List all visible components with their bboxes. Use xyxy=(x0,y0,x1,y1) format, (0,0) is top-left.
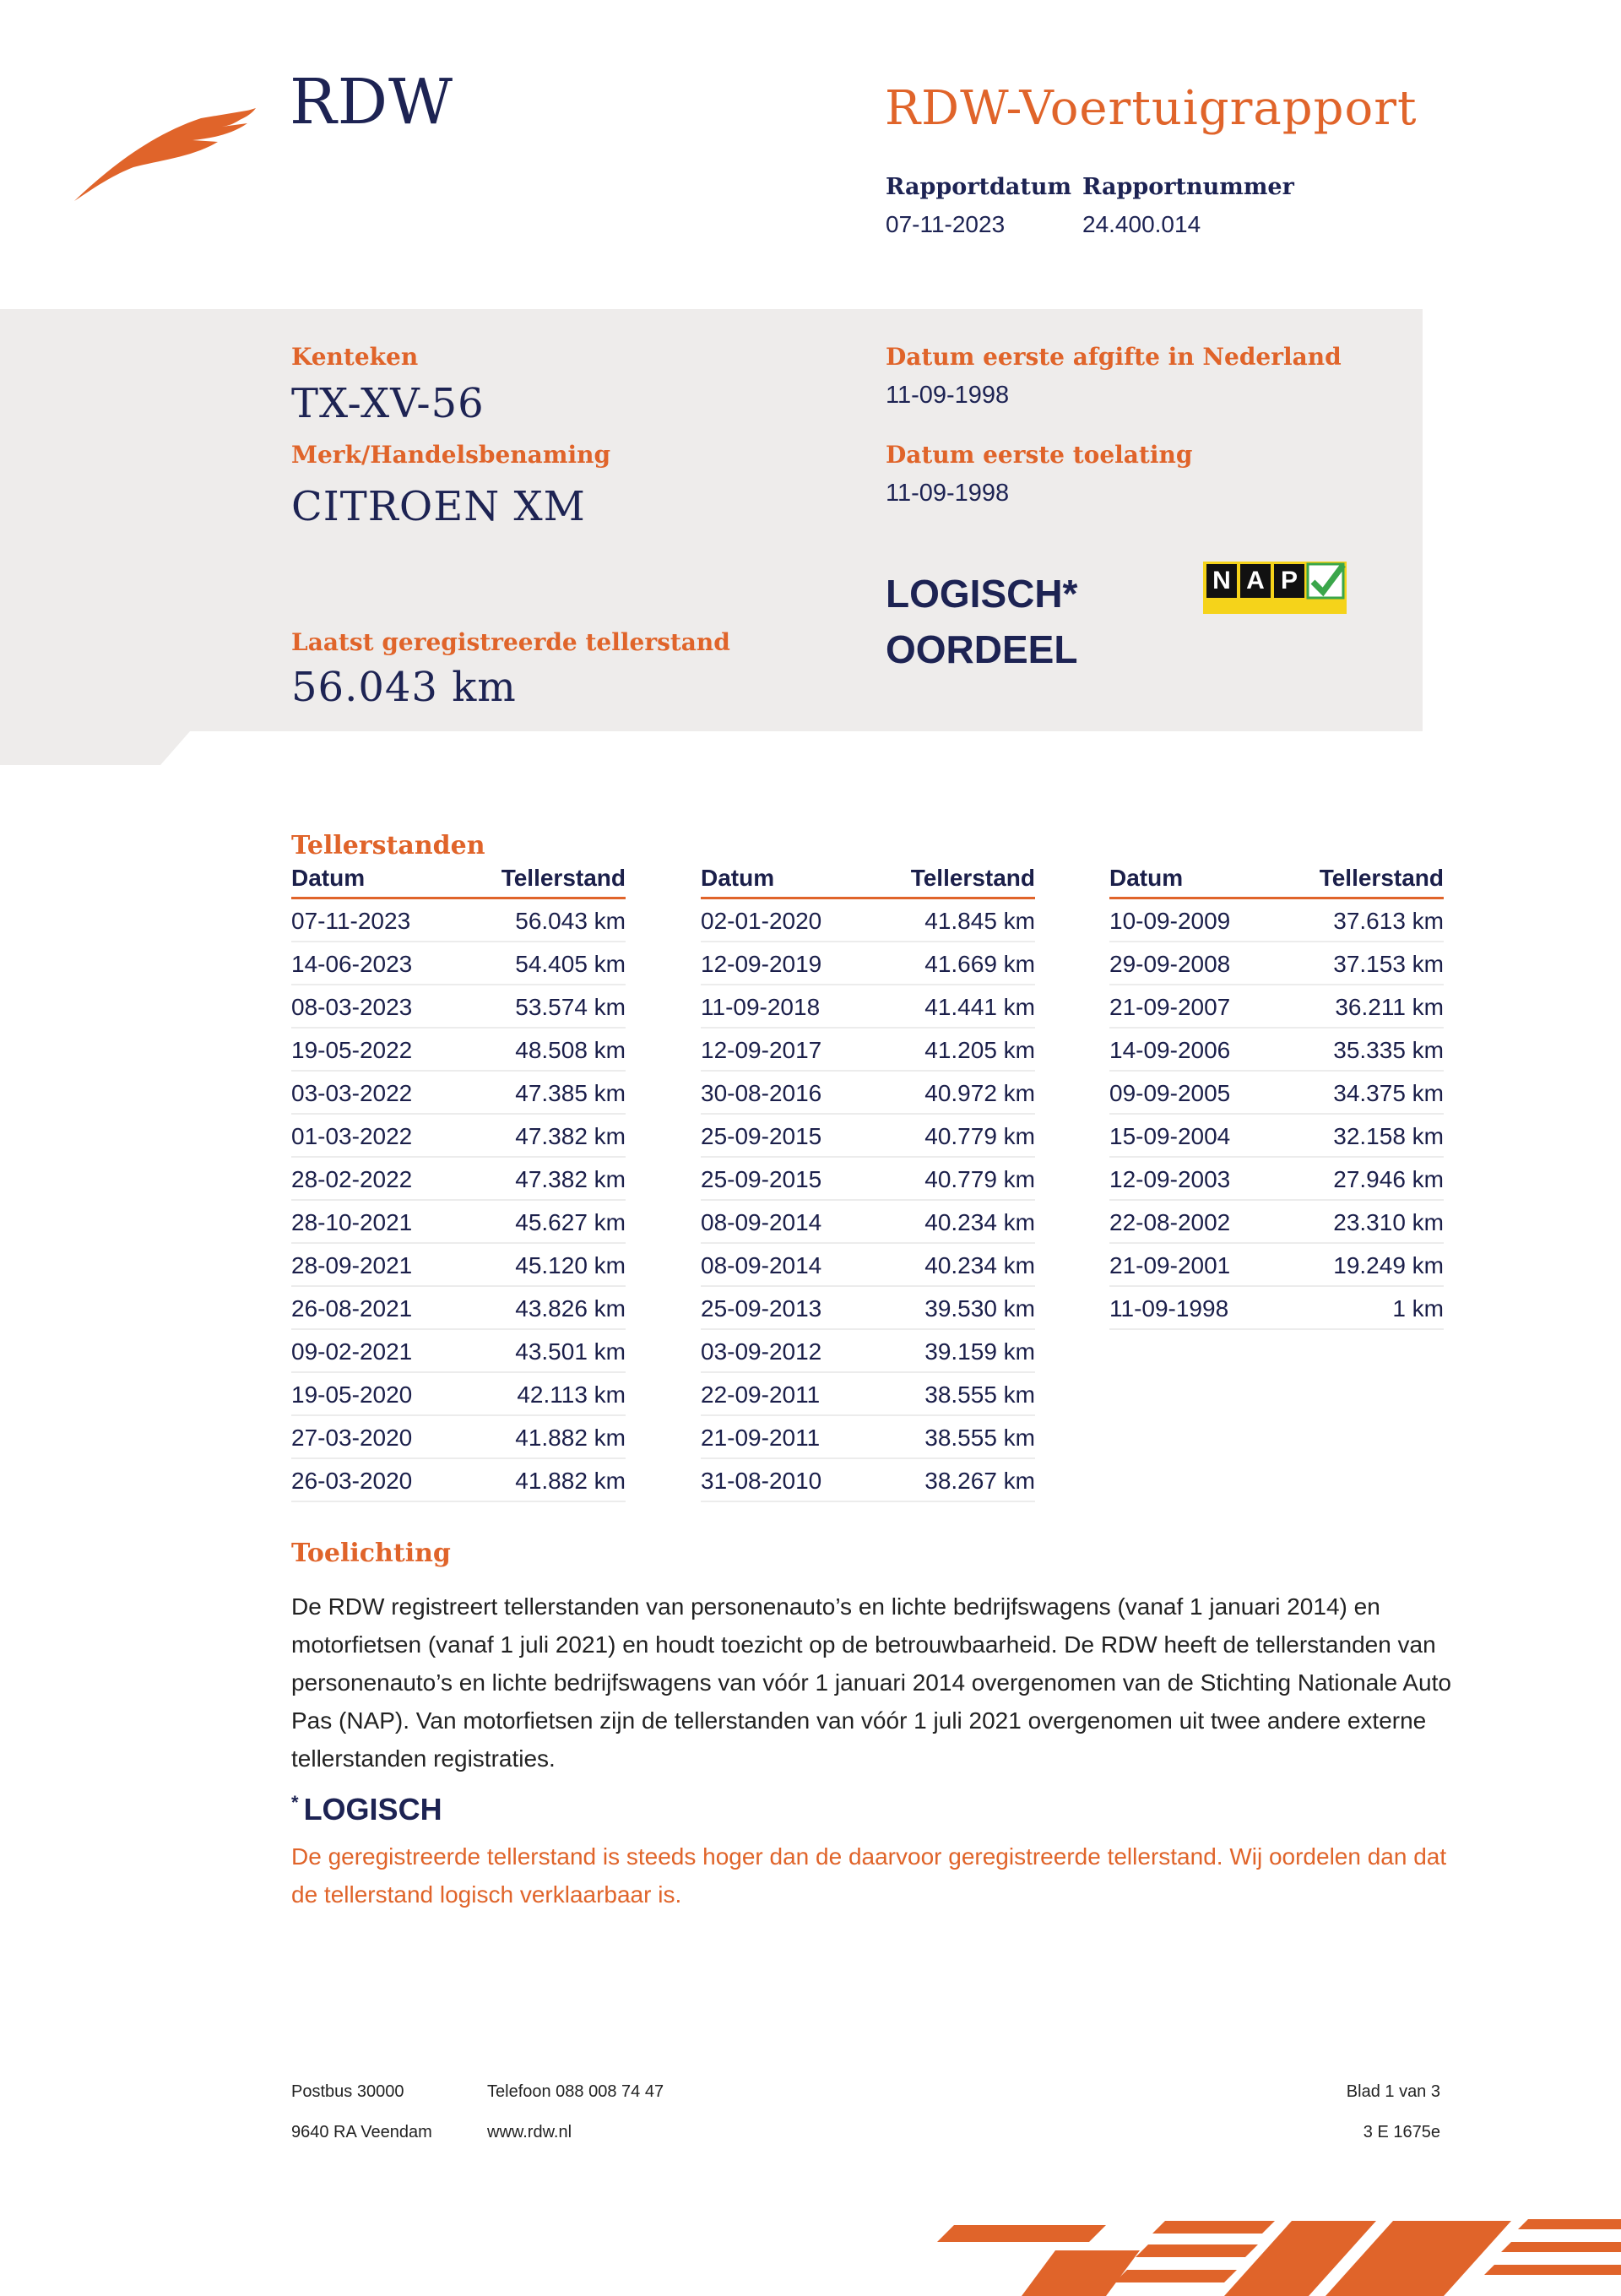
report-title: RDW-Voertuigrapport xyxy=(885,81,1418,136)
row-odometer-value: 40.234 km xyxy=(924,1209,1035,1235)
table-row xyxy=(291,1459,626,1502)
check-icon xyxy=(1306,562,1347,604)
row-date: 03-03-2022 xyxy=(291,1080,413,1106)
first-admission-value: 11-09-1998 xyxy=(886,480,1010,507)
row-date: 12-09-2003 xyxy=(1109,1166,1231,1192)
row-date: 26-03-2020 xyxy=(291,1468,413,1494)
table-row xyxy=(291,1373,626,1416)
table-row xyxy=(701,1330,1035,1373)
table-row xyxy=(1109,1072,1444,1115)
row-odometer-value: 56.043 km xyxy=(515,908,626,934)
table-row xyxy=(291,1158,626,1201)
footer-phone: Telefoon 088 008 74 47 xyxy=(487,2082,664,2101)
nap-letter-p: P xyxy=(1274,564,1304,598)
verdict-line1: LOGISCH* xyxy=(886,572,1078,616)
last-odometer-value: 56.043 km xyxy=(291,664,517,711)
row-date: 08-09-2014 xyxy=(701,1252,822,1278)
table-row xyxy=(701,942,1035,985)
table-row xyxy=(701,899,1035,942)
odometer-table-header xyxy=(701,865,1035,899)
row-date: 15-09-2004 xyxy=(1109,1123,1231,1149)
row-date: 09-02-2021 xyxy=(291,1338,413,1365)
panel-notch xyxy=(0,731,194,765)
nap-badge xyxy=(1203,562,1347,614)
odometer-table-header xyxy=(1109,865,1444,899)
table-row xyxy=(291,899,626,942)
footer-city: 9640 RA Veendam xyxy=(291,2123,432,2141)
report-date-label: Rapportdatum xyxy=(886,174,1072,200)
report-date: 07-11-2023 xyxy=(886,211,1006,237)
nap-letter-a: A xyxy=(1240,564,1271,598)
odometer-table-header xyxy=(291,865,626,899)
row-date: 28-09-2021 xyxy=(291,1252,413,1278)
row-odometer-value: 27.946 km xyxy=(1333,1166,1444,1192)
row-odometer-value: 43.826 km xyxy=(515,1295,626,1322)
rdw-logo-icon xyxy=(74,101,268,211)
make-value: CITROEN XM xyxy=(291,483,586,530)
row-odometer-value: 40.779 km xyxy=(924,1123,1035,1149)
row-odometer-value: 41.669 km xyxy=(924,951,1035,977)
table-row xyxy=(701,985,1035,1029)
row-date: 11-09-2018 xyxy=(701,994,821,1020)
table-row xyxy=(291,942,626,985)
table-row xyxy=(1109,1115,1444,1158)
table-row xyxy=(1109,985,1444,1029)
row-odometer-value: 40.972 km xyxy=(924,1080,1035,1106)
make-label: Merk/Handelsbenaming xyxy=(291,441,611,469)
table-row xyxy=(701,1244,1035,1287)
row-odometer-value: 47.382 km xyxy=(515,1123,626,1149)
table-row xyxy=(701,1115,1035,1158)
table-row xyxy=(701,1158,1035,1201)
row-odometer-value: 40.234 km xyxy=(924,1252,1035,1278)
row-odometer-value: 32.158 km xyxy=(1333,1123,1444,1149)
table-row xyxy=(701,1072,1035,1115)
row-date: 27-03-2020 xyxy=(291,1425,413,1451)
row-date: 25-09-2015 xyxy=(701,1123,822,1149)
column-header-date: Datum xyxy=(1109,865,1184,891)
footer-code: 3 E 1675e xyxy=(1363,2123,1440,2141)
last-odometer-label: Laatst geregistreerde tellerstand xyxy=(291,628,730,656)
row-date: 26-08-2021 xyxy=(291,1295,413,1322)
table-row xyxy=(291,1287,626,1330)
row-date: 19-05-2020 xyxy=(291,1381,413,1408)
table-row xyxy=(701,1029,1035,1072)
column-header-value: Tellerstand xyxy=(910,865,1035,891)
row-date: 02-01-2020 xyxy=(701,908,822,934)
row-odometer-value: 38.555 km xyxy=(924,1381,1035,1408)
row-odometer-value: 38.267 km xyxy=(924,1468,1035,1494)
explanation-title: Toelichting xyxy=(291,1539,451,1568)
column-header-value: Tellerstand xyxy=(501,865,626,891)
table-row xyxy=(1109,899,1444,942)
row-odometer-value: 41.845 km xyxy=(924,908,1035,934)
plate-value: TX-XV-56 xyxy=(291,380,485,427)
row-odometer-value: 37.153 km xyxy=(1333,951,1444,977)
row-odometer-value: 35.335 km xyxy=(1333,1037,1444,1063)
row-date: 08-09-2014 xyxy=(701,1209,822,1235)
row-date: 30-08-2016 xyxy=(701,1080,822,1106)
footer-stripes-icon xyxy=(920,2204,1621,2296)
table-row xyxy=(701,1459,1035,1502)
rdw-logo-text: RDW xyxy=(290,66,454,138)
logisch-body: De geregistreerde tellerstand is steeds hoger dan de daarvoor geregistreerde tellerstand. Wij oordelen dan dat de tellerstand logisch verklaarbaar is. xyxy=(291,1843,1447,1908)
table-row xyxy=(701,1201,1035,1244)
row-odometer-value: 47.382 km xyxy=(515,1166,626,1192)
nap-letter-n: N xyxy=(1206,564,1237,598)
row-date: 10-09-2009 xyxy=(1109,908,1231,934)
table-row xyxy=(291,1201,626,1244)
row-odometer-value: 34.375 km xyxy=(1333,1080,1444,1106)
first-admission-label: Datum eerste toelating xyxy=(886,441,1193,469)
row-date: 14-09-2006 xyxy=(1109,1037,1231,1063)
table-row xyxy=(291,1244,626,1287)
logisch-title: LOGISCH xyxy=(303,1792,442,1826)
row-date: 19-05-2022 xyxy=(291,1037,413,1063)
table-row xyxy=(291,985,626,1029)
row-odometer-value: 38.555 km xyxy=(924,1425,1035,1451)
verdict-line2: OORDEEL xyxy=(886,627,1078,671)
table-row xyxy=(291,1072,626,1115)
table-row xyxy=(1109,1244,1444,1287)
row-odometer-value: 47.385 km xyxy=(515,1080,626,1106)
row-date: 12-09-2019 xyxy=(701,951,822,977)
row-date: 21-09-2007 xyxy=(1109,994,1231,1020)
odometer-table-3 xyxy=(1109,865,1444,1330)
logisch-star: * xyxy=(291,1792,299,1813)
row-odometer-value: 48.508 km xyxy=(515,1037,626,1063)
odometer-table-1 xyxy=(291,865,626,1502)
column-header-value: Tellerstand xyxy=(1319,865,1444,891)
row-date: 01-03-2022 xyxy=(291,1123,413,1149)
table-row xyxy=(701,1416,1035,1459)
first-nl-value: 11-09-1998 xyxy=(886,382,1010,409)
logisch-heading xyxy=(291,1792,442,1827)
table-row xyxy=(701,1287,1035,1330)
row-date: 07-11-2023 xyxy=(291,908,411,934)
vehicle-panel xyxy=(0,309,1423,731)
table-row xyxy=(291,1029,626,1072)
odometer-section-title: Tellerstanden xyxy=(291,831,485,860)
table-row xyxy=(1109,1029,1444,1072)
row-odometer-value: 39.159 km xyxy=(924,1338,1035,1365)
row-odometer-value: 53.574 km xyxy=(515,994,626,1020)
report-number: 24.400.014 xyxy=(1082,211,1201,237)
odometer-table-2 xyxy=(701,865,1035,1502)
table-row xyxy=(1109,1201,1444,1244)
table-row xyxy=(1109,1158,1444,1201)
row-odometer-value: 45.120 km xyxy=(515,1252,626,1278)
report-number-label: Rapportnummer xyxy=(1082,174,1294,200)
explanation-body: De RDW registreert tellerstanden van personenauto’s en lichte bedrijfswagens (vanaf 1 januari 2014) en motorfietsen (vanaf 1 juli 2021) en houdt toezicht op de betrouwbaarheid. De RDW heeft de tellerstanden van personenauto’s en lichte bedrijfswagens van vóór 1 januari 2014 overgenomen van de Stichting Nationale Auto Pas (NAP). Van motorfietsen zijn de tellerstanden van vóór 1 juli 2021 overgenomen uit twee andere externe tellerstanden registraties. xyxy=(291,1593,1451,1772)
row-odometer-value: 1 km xyxy=(1392,1295,1444,1322)
row-odometer-value: 42.113 km xyxy=(517,1381,626,1408)
row-odometer-value: 37.613 km xyxy=(1333,908,1444,934)
footer-page: Blad 1 van 3 xyxy=(1346,2082,1440,2101)
row-date: 22-08-2002 xyxy=(1109,1209,1231,1235)
table-row xyxy=(291,1115,626,1158)
table-row xyxy=(291,1416,626,1459)
row-odometer-value: 54.405 km xyxy=(515,951,626,977)
row-date: 25-09-2015 xyxy=(701,1166,822,1192)
row-odometer-value: 23.310 km xyxy=(1333,1209,1444,1235)
row-date: 28-10-2021 xyxy=(291,1209,413,1235)
row-odometer-value: 41.882 km xyxy=(515,1468,626,1494)
table-row xyxy=(701,1373,1035,1416)
footer-postbus: Postbus 30000 xyxy=(291,2082,404,2101)
row-odometer-value: 41.882 km xyxy=(515,1425,626,1451)
row-odometer-value: 43.501 km xyxy=(515,1338,626,1365)
row-odometer-value: 36.211 km xyxy=(1335,994,1444,1020)
row-odometer-value: 45.627 km xyxy=(515,1209,626,1235)
table-row xyxy=(1109,1287,1444,1330)
row-date: 31-08-2010 xyxy=(701,1468,822,1494)
row-date: 29-09-2008 xyxy=(1109,951,1231,977)
table-row xyxy=(291,1330,626,1373)
row-date: 12-09-2017 xyxy=(701,1037,822,1063)
row-date: 21-09-2011 xyxy=(701,1425,821,1451)
row-date: 25-09-2013 xyxy=(701,1295,822,1322)
column-header-date: Datum xyxy=(701,865,775,891)
row-odometer-value: 39.530 km xyxy=(924,1295,1035,1322)
table-row xyxy=(1109,942,1444,985)
row-date: 28-02-2022 xyxy=(291,1166,413,1192)
row-date: 09-09-2005 xyxy=(1109,1080,1231,1106)
row-date: 08-03-2023 xyxy=(291,994,413,1020)
column-header-date: Datum xyxy=(291,865,366,891)
row-date: 21-09-2001 xyxy=(1109,1252,1231,1278)
row-date: 14-06-2023 xyxy=(291,951,413,977)
row-date: 11-09-1998 xyxy=(1109,1295,1229,1322)
row-date: 03-09-2012 xyxy=(701,1338,822,1365)
row-date: 22-09-2011 xyxy=(701,1381,821,1408)
plate-label: Kenteken xyxy=(291,343,419,371)
footer-website[interactable]: www.rdw.nl xyxy=(487,2123,572,2141)
first-nl-label: Datum eerste afgifte in Nederland xyxy=(886,343,1342,371)
row-odometer-value: 40.779 km xyxy=(924,1166,1035,1192)
row-odometer-value: 41.205 km xyxy=(924,1037,1035,1063)
row-odometer-value: 41.441 km xyxy=(924,994,1035,1020)
row-odometer-value: 19.249 km xyxy=(1333,1252,1444,1278)
